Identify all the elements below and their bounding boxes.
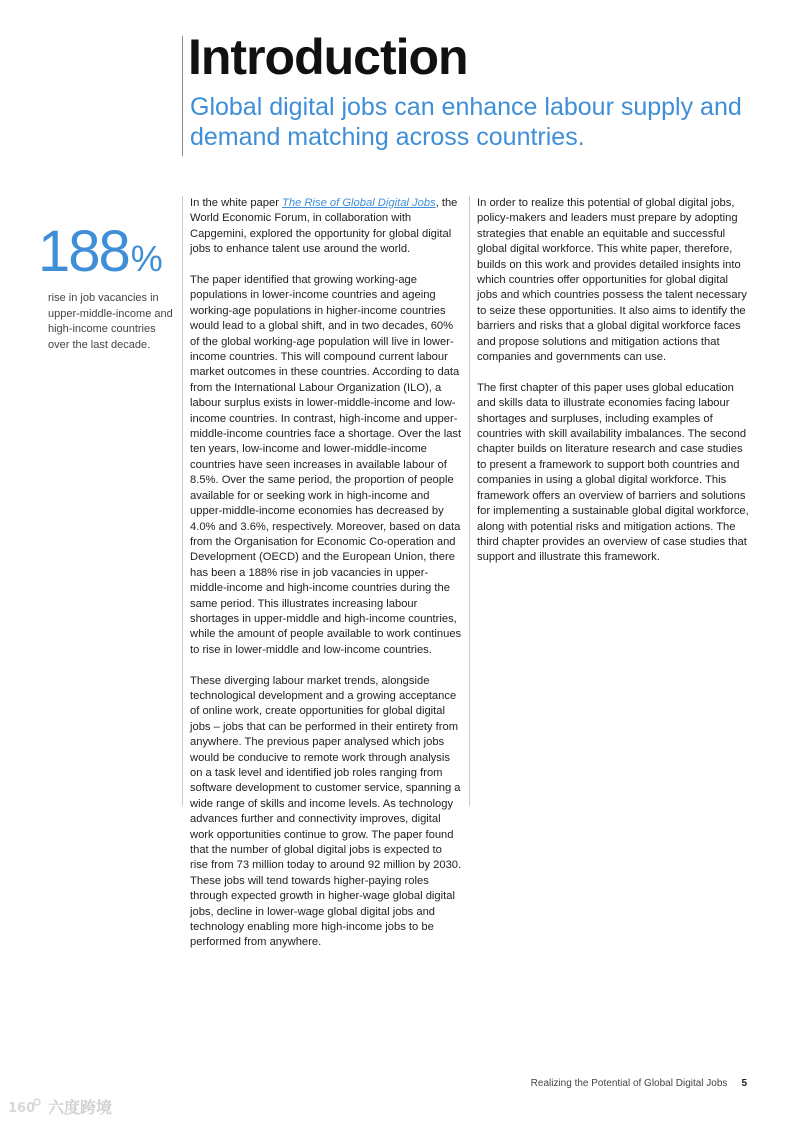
paragraph: The first chapter of this paper uses global education and skills data to illustrate economies facing labour shortages and surpluses, including examples of countries with skill availability imbalances. The second chapter builds on literature research and case studies to present a framework to support both countries and companies in using a global digital workforce. This framework offers an overview of barriers and solutions for implementing a sustainable global digital workforce, along with potential risks and mitigation actions. The third chapter provides an overview of case studies that support and illustrate this framework.	[477, 381, 749, 564]
watermark	[8, 1095, 112, 1118]
page-number: 5	[741, 1078, 747, 1089]
stat-label: rise in job vacancies in upper-middle-income and high-income countries over the last decade.	[48, 292, 173, 351]
white-paper-link[interactable]: The Rise of Global Digital Jobs	[282, 197, 436, 209]
running-title: Realizing the Potential of Global Digital Jobs	[530, 1078, 728, 1089]
paragraph-intro: In the white paper	[190, 197, 283, 209]
stat-unit: %	[130, 238, 163, 279]
column-divider-left	[182, 196, 183, 806]
body-column-left	[190, 196, 462, 951]
stat-value: 188	[38, 219, 129, 284]
watermark-text: 六度跨境	[48, 1100, 113, 1117]
paragraph: These diverging labour market trends, alongside technological development and a growing acceptance of online work, create opportunities for global digital jobs – jobs that can be performed in their entirety from anywhere. The previous paper analysed which jobs would be conducive to remote work through analysis on a task level and identified job roles ranging from software development to customer service, spanning a wide range of skills and income levels. As technology advances further and connectivity improves, digital work opportunities continue to grow. The paper found that the number of global digital jobs is expected to rise from 73 million today to around 92 million by 2030. These jobs will tend towards higher-paying roles through expected growth in higher-wage global digital jobs, decline in lower-wage global digital jobs and technology enabling more high-income jobs to be performed from anywhere.	[190, 674, 462, 949]
paragraph	[190, 196, 462, 258]
paragraph-intro-rest: , the World Economic Forum, in collaboration with Capgemini, explored the opportunity for global digital jobs to enhance talent use around the world.	[190, 197, 458, 256]
body-column-right	[477, 196, 749, 566]
title-divider	[182, 36, 183, 156]
page-subtitle: Global digital jobs can enhance labour supply and demand matching across countries.	[190, 93, 742, 151]
page-footer	[531, 1077, 747, 1091]
stat-callout	[38, 219, 173, 353]
paragraph: In order to realize this potential of global digital jobs, policy-makers and leaders must prepare by adopting strategies that enable an equitable and successful global digital workforce. This white paper, therefore, builds on this work and provides detailed insights into which countries offer opportunities for global digital jobs and which countries possess the talent necessary to seize these opportunities. It also aims to identify the barriers and risks that a global digital workforce faces and propose solutions and mitigation actions that companies and governments can use.	[477, 197, 747, 364]
column-divider-right	[469, 196, 470, 806]
svg-text:160: 160	[8, 1100, 36, 1116]
page-title: Introduction	[188, 29, 468, 85]
stat-number	[38, 219, 173, 289]
paragraph: The paper identified that growing working-age populations in lower-income countries and ageing working-age populations in higher-income countries would lead to a global shift, and in two decades, 60% of the global working-age population will live in lower-income countries. This will compound current labour market outcomes in these countries. According to data from the International Labour Organization (ILO), a labour surplus exists in lower-middle-income and low-income countries. In contrast, high-income and upper-middle-income countries face a shortage. Over the last ten years, low-income and lower-middle-income countries have seen increases in available labour of 8.5%. Over the same period, the proportion of people available for or seeking work in high-income and upper-middle-income economies has decreased by 4.0% and 3.6%, respectively. Moreover, based on data from the Organisation for Economic Co-operation and Development (OECD) and the European Union, there has been a 188% rise in job vacancies in upper-middle-income and high-income countries during the same period. This illustrates increasing labour shortages in upper-middle and high-income countries, while the amount of people available to work continues to rise in lower-middle and low-income countries.	[190, 274, 462, 656]
watermark-logo-icon	[8, 1097, 42, 1117]
